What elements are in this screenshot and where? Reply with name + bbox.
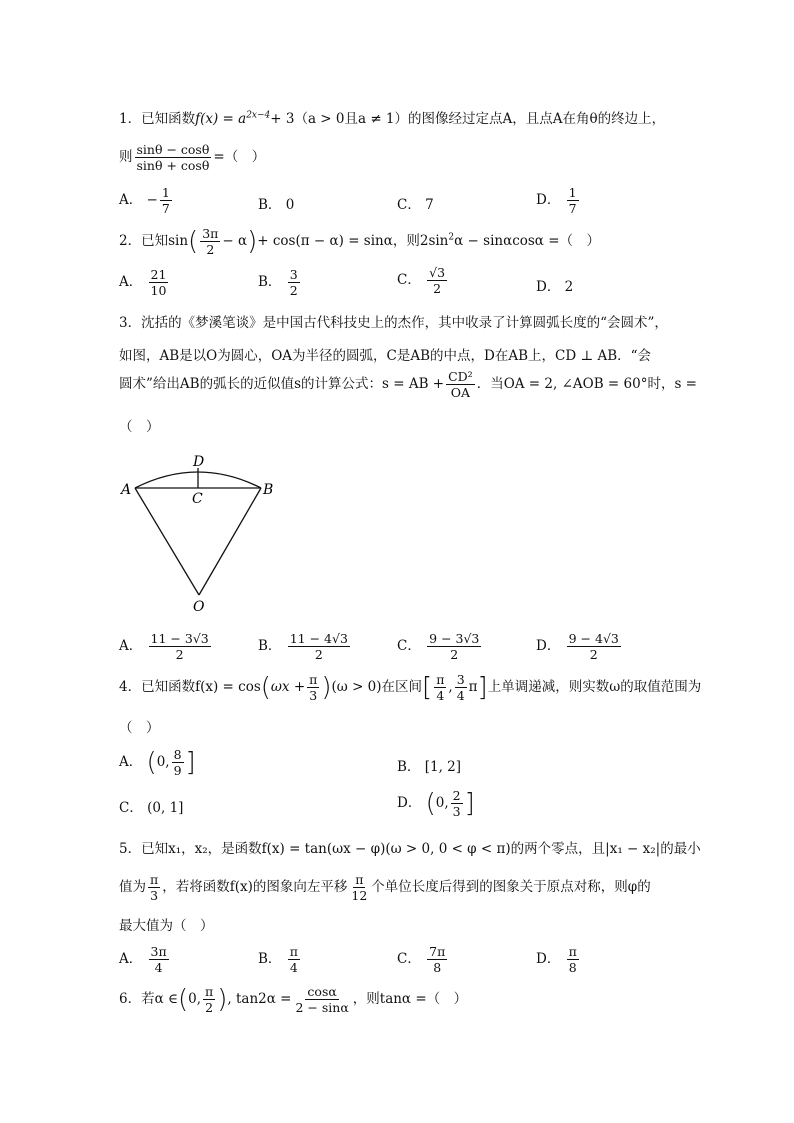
q5-line1-text: 已知x₁，x₂，是函数f(x) = tan(ωx − φ)(ω > 0, 0 < φ < π)的两个零点，且|x₁ − x₂|的最小: [141, 841, 701, 857]
frac-den: 7: [568, 201, 577, 217]
q3-option-b[interactable]: [258, 632, 352, 661]
option-fraction: [567, 186, 579, 215]
q2-text-d: α − sinαcosα =（ ）: [454, 233, 601, 250]
frac-den: 2: [289, 283, 298, 299]
frac-num: 3: [456, 672, 465, 687]
paren-right: ): [217, 984, 228, 1015]
option-text: 0,: [435, 795, 449, 812]
q6-text-b: , tan2α =: [227, 991, 292, 1008]
frac-den: 2: [433, 281, 442, 297]
q2-option-d[interactable]: [536, 275, 573, 295]
bracket-left: [: [422, 672, 433, 703]
frac-num: CD²: [448, 369, 473, 384]
frac-den: 3: [150, 888, 159, 904]
frac-den: 3: [452, 804, 461, 820]
q3-line2: [119, 344, 651, 364]
frac-num: 9 − 4√3: [568, 631, 619, 646]
q5-frac1: [148, 873, 160, 902]
q1-frac-num: sinθ − cosθ: [136, 142, 210, 157]
q4-text-c: (ω > 0)在区间: [331, 679, 423, 696]
q4-option-d[interactable]: [397, 789, 475, 818]
option-fraction: [149, 268, 169, 297]
q2-line1: [119, 227, 600, 256]
paren-left: (: [425, 788, 436, 819]
frac-num: π: [205, 984, 214, 999]
frac-num: 1: [568, 185, 577, 200]
option-label: D．: [397, 795, 422, 812]
option-label: C．: [397, 951, 421, 968]
frac-num: 9 − 3√3: [429, 631, 480, 646]
q4-text-d: 上单调递减，则实数ω的取值范围为: [487, 679, 702, 696]
q6-text-c: ，则tanα =（ ）: [352, 991, 468, 1008]
q3-line1-text: 沈括的《梦溪笔谈》是中国古代科技史上的杰作，其中收录了计算圆弧长度的“会圆术”，: [141, 315, 668, 331]
q5-line2: [119, 873, 651, 902]
q3-figure: [115, 450, 285, 619]
option-fraction: [172, 748, 184, 777]
q5-option-c[interactable]: [397, 945, 449, 974]
q2-text-b: − α: [222, 233, 248, 250]
label-c: C: [192, 491, 203, 507]
sector-diagram: [115, 450, 285, 615]
paren-left: (: [260, 672, 271, 703]
q1-frac-den: sinθ + cosθ: [136, 158, 210, 174]
q3-line2-text: 如图，AB是以O为圆心，OA为半径的圆弧，C是AB的中点，D在AB上，CD ⊥ AB．“会: [119, 348, 652, 364]
q3-frac: [446, 370, 475, 399]
option-label: D．: [536, 638, 561, 655]
q2-frac1: [200, 227, 220, 256]
q4-option-a[interactable]: [119, 748, 196, 777]
frac-num: 11 − 4√3: [289, 631, 348, 646]
frac-num: cosα: [307, 984, 337, 999]
frac-den: 3: [309, 688, 318, 704]
option-value: 7: [425, 197, 434, 213]
option-fraction: [567, 945, 579, 974]
label-a: A: [121, 482, 132, 498]
q1-fraction: [135, 143, 212, 172]
q1-text: 已知函数: [141, 111, 196, 127]
q3-option-a[interactable]: [119, 632, 213, 661]
q3-line4-text: （ ）: [119, 419, 160, 435]
q6-number: 6．: [119, 991, 142, 1008]
label-d: D: [193, 454, 205, 470]
frac-den: 2 − sinα: [295, 1000, 349, 1016]
q5-option-a[interactable]: [119, 945, 171, 974]
q5-option-b[interactable]: [258, 945, 302, 974]
q5-line1: [119, 837, 701, 857]
q2-sq: 2: [448, 232, 455, 243]
q5-line2-b: ，若将函数f(x)的图象向左平移: [162, 879, 348, 896]
q6-text-a: 若α ∈: [141, 991, 178, 1008]
option-prefix: −: [146, 192, 158, 209]
q2-text-c: + cos(π − α) = sinα，则2sin: [257, 233, 449, 250]
q1-option-d[interactable]: [536, 186, 581, 215]
q5-number: 5．: [119, 841, 142, 857]
frac-num: 3: [289, 267, 298, 282]
q4-line2-text: （ ）: [119, 720, 160, 736]
frac-den: 2: [450, 647, 459, 663]
option-label: A．: [119, 638, 143, 655]
frac-den: 2: [175, 647, 184, 663]
q6-interval: 0,: [188, 991, 202, 1008]
q3-line3-b: ．当OA = 2, ∠AOB = 60°时，s =: [476, 376, 697, 393]
frac-num: π: [568, 944, 577, 959]
option-label: C．: [397, 197, 421, 213]
option-label: D．: [536, 279, 561, 295]
option-fraction: [427, 266, 447, 295]
option-fraction: [288, 268, 300, 297]
q1-line2: [119, 143, 265, 172]
q1-option-c[interactable]: [397, 193, 434, 213]
paren-right: ): [247, 226, 258, 257]
q5-frac2: [349, 873, 369, 902]
q1-exp: 2x−4: [246, 110, 271, 121]
frac-num: 8: [173, 747, 182, 762]
paren-left: (: [188, 226, 199, 257]
frac-num: 1: [161, 185, 170, 200]
frac-num: 3π: [150, 944, 167, 959]
frac-den: 2: [206, 242, 215, 258]
option-value: 0: [285, 197, 295, 213]
option-label: A．: [119, 192, 143, 209]
bracket-right: ]: [477, 672, 488, 703]
q2-option-c[interactable]: [397, 266, 449, 295]
q3-number: 3．: [119, 315, 142, 331]
paren-left: (: [178, 984, 189, 1015]
q4-number: 4．: [119, 679, 142, 696]
option-fraction: [427, 945, 447, 974]
option-value: 2: [564, 279, 574, 295]
bracket-right: ]: [464, 788, 475, 819]
frac-num: 21: [150, 267, 167, 282]
option-label: C．: [397, 638, 421, 655]
frac-den: 4: [436, 688, 445, 704]
q3-line3-a: 圆术”给出AB的弧长的近似值s的计算公式：s = AB +: [119, 376, 445, 393]
option-label: A．: [119, 754, 143, 771]
q1-func: f(x) = a: [195, 111, 247, 127]
q4-option-b[interactable]: [397, 755, 461, 775]
option-fraction: [567, 632, 621, 661]
q3-option-c[interactable]: [397, 632, 483, 661]
option-label: B．: [258, 274, 282, 291]
label-o: O: [193, 599, 205, 615]
q3-line3: [119, 370, 697, 399]
radius-oa: [135, 488, 199, 595]
frac-den: 7: [161, 201, 170, 217]
option-label: B．: [258, 951, 282, 968]
q5-line3: [119, 914, 214, 934]
option-text: [1, 2]: [424, 759, 462, 775]
q4-interval-1: [434, 673, 446, 702]
q1-option-b[interactable]: [258, 193, 294, 213]
frac-num: π: [436, 672, 445, 687]
frac-den: 4: [456, 688, 465, 704]
label-b: B: [263, 482, 274, 498]
option-label: A．: [119, 274, 143, 291]
paren-left: (: [146, 747, 157, 778]
option-text: 0,: [156, 754, 170, 771]
frac-num: π: [150, 872, 159, 887]
option-fraction: [160, 186, 172, 215]
option-fraction: [451, 789, 463, 818]
frac-num: 11 − 3√3: [150, 631, 209, 646]
q4-text-a: 已知函数f(x) = cos: [141, 679, 261, 696]
option-fraction: [427, 632, 481, 661]
frac-num: π: [309, 672, 318, 687]
q5-line2-a: 值为: [119, 879, 146, 896]
q2-number: 2．: [119, 233, 142, 250]
option-label: C．: [119, 800, 143, 816]
q6-frac1: [203, 985, 215, 1014]
frac-den: 12: [351, 888, 368, 904]
option-label: C．: [397, 272, 421, 289]
option-fraction: [288, 632, 350, 661]
option-label: A．: [119, 951, 143, 968]
q1-text-b: + 3（a > 0且a ≠ 1）的图像经过定点A，且点A在角θ的终边上，: [270, 111, 666, 127]
q2-text-a: 已知sin: [141, 233, 189, 250]
frac-den: 8: [433, 960, 442, 976]
option-label: D．: [536, 192, 561, 209]
frac-den: 8: [568, 960, 577, 976]
q1-text-c: 则: [119, 149, 133, 166]
frac-den: 2: [589, 647, 598, 663]
q4-interval-2: [455, 673, 467, 702]
q6-frac2: [293, 985, 350, 1014]
frac-den: 2: [314, 647, 323, 663]
paren-right: ): [321, 672, 332, 703]
option-label: B．: [258, 638, 282, 655]
q1-number: 1．: [119, 111, 142, 127]
radius-ob: [199, 488, 261, 595]
frac-den: 4: [154, 960, 163, 976]
option-text: (0, 1]: [147, 800, 184, 816]
q1-line1: [119, 107, 665, 127]
option-fraction: [149, 632, 211, 661]
frac-den: OA: [450, 385, 471, 401]
q4-option-c[interactable]: [119, 796, 183, 816]
q5-line3-text: 最大值为（ ）: [119, 918, 214, 934]
frac-num: √3: [429, 265, 446, 280]
q1-option-a[interactable]: [119, 186, 174, 215]
frac-den: 9: [173, 763, 182, 779]
q6-line1: [119, 985, 467, 1014]
q3-line1: [119, 311, 668, 331]
q4-text-b: ωx +: [270, 679, 306, 696]
frac-den: 4: [289, 960, 298, 976]
frac-den: 2: [205, 1000, 214, 1016]
frac-num: 2: [452, 788, 461, 803]
q4-line1: 4．已知函数f(x) = cos(ωx + $\frac{\pi}{3}$ )(ω > 0)在区间[ $\frac{\pi}{4}$ , $\frac{3}{4}$ π]上单调递减，则实数ω的取值范围为: [119, 672, 702, 704]
frac-num: π: [355, 872, 364, 887]
frac-num: π: [289, 944, 298, 959]
frac-num: 7π: [429, 944, 446, 959]
q3-line4: [119, 415, 160, 435]
option-label: B．: [258, 197, 282, 213]
frac-num: 3π: [202, 226, 219, 241]
option-fraction: [149, 945, 169, 974]
option-fraction: [288, 945, 300, 974]
q2-option-a[interactable]: [119, 268, 170, 297]
q5-option-d[interactable]: [536, 945, 581, 974]
q4-line2: [119, 716, 160, 736]
bracket-right: ]: [185, 747, 196, 778]
q1-text-d: =（ ）: [213, 149, 266, 166]
option-label: B．: [397, 759, 421, 775]
frac-den: 10: [150, 283, 167, 299]
q5-line2-c: 个单位长度后得到的图象关于原点对称，则φ的: [371, 879, 651, 896]
q2-option-b[interactable]: [258, 268, 302, 297]
q3-option-d[interactable]: [536, 632, 623, 661]
option-label: D．: [536, 951, 561, 968]
q4-frac: [307, 673, 319, 702]
